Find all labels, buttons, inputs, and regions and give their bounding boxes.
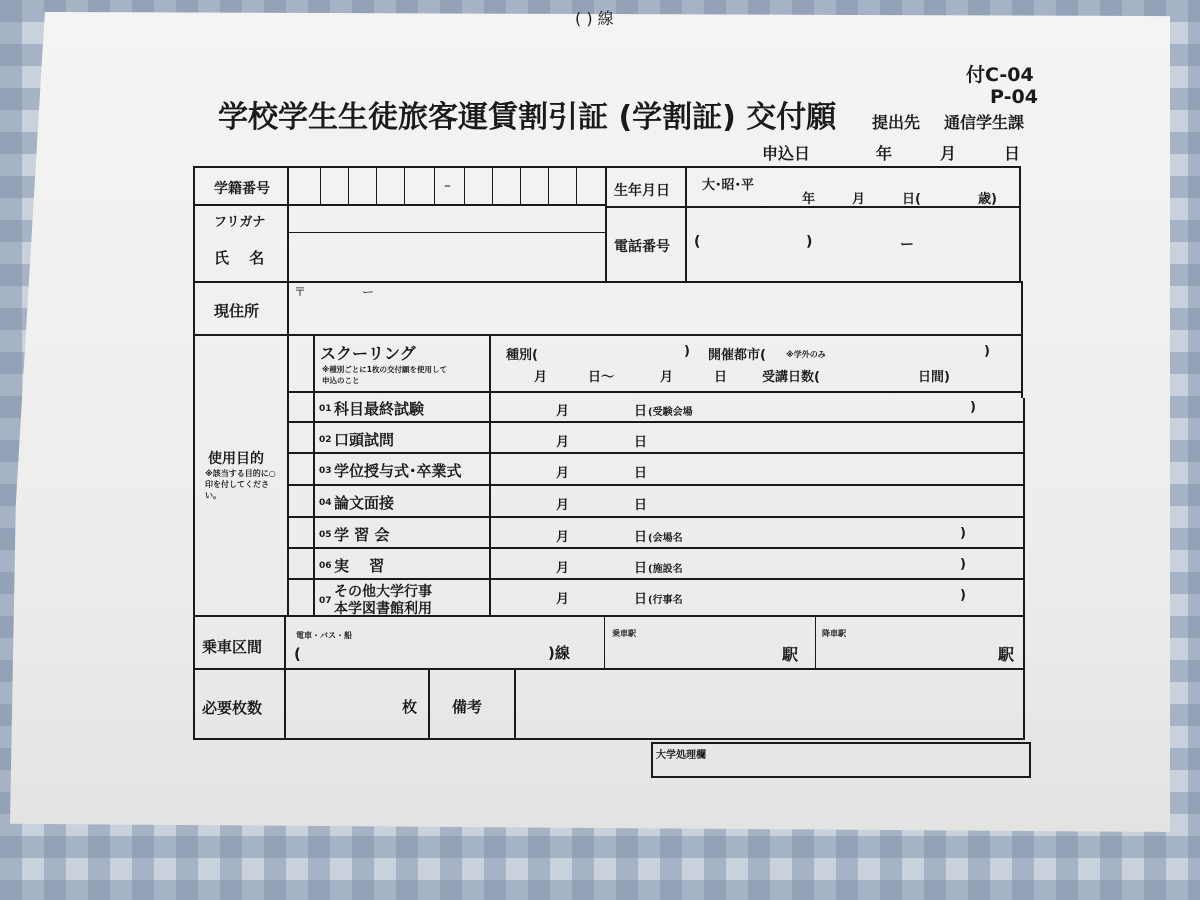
top-cut-text: ( ) 線 [575,9,614,28]
item-month: 月 [556,498,570,513]
board-station-suffix: 駅 [782,645,799,664]
frame-bottom [193,738,1025,740]
schooling-from-month: 月 [534,370,548,385]
item-num: 02 [319,435,332,445]
alight-station-suffix: 駅 [998,645,1015,664]
item-month: 月 [556,530,570,545]
col-purpose-label [489,335,491,615]
item-label: 科目最終試験 [334,400,425,418]
sn-box-1 [320,166,321,204]
item-label: 学位授与式･卒業式 [334,462,462,480]
item-day: 日 [634,530,648,545]
schooling-city-close: ) [984,344,990,359]
phone-close: ) [806,234,813,250]
item-label: その他大学行事 [334,584,432,600]
rule-furigana [289,232,607,233]
schooling-to-day: 日 [714,370,728,385]
student-no-dash: – [444,178,451,194]
sn-box-5 [434,166,435,204]
date-label: 申込日 [762,144,811,163]
frame-right [1019,166,1021,282]
item-num: 01 [319,404,332,414]
col-label-2 [284,615,286,740]
item-extra: (受験会場 [648,407,693,418]
form-title: 学校学生生徒旅客運賃割引証 (学割証) 交付願 [218,100,837,135]
sn-box-4 [404,166,405,204]
item-month: 月 [556,435,570,450]
item-num: 03 [319,466,332,476]
item-num: 06 [319,561,332,571]
sn-box-6 [464,166,465,204]
address-label: 現住所 [214,302,260,320]
schooling-note-2: 申込のこと [322,376,360,385]
rule-purpose [193,334,1023,336]
item-close: ) [960,588,966,603]
col-mid [605,166,607,281]
remarks-label: 備考 [452,698,483,716]
item-label-2: 本学図書館利用 [334,601,432,617]
phone-label: 電話番号 [614,239,670,255]
item-day: 日 [634,404,648,419]
item-day: 日 [634,561,648,576]
schooling-from-day: 日〜 [588,370,615,385]
col-ride-1 [604,615,605,668]
col-purpose-inner [313,335,315,615]
birth-day: 日( [902,192,921,207]
form-code-1: 付C-04 [966,64,1034,86]
birth-label: 生年月日 [614,183,670,199]
phone-open: ( [694,234,701,250]
birth-era: 大･昭･平 [702,178,755,193]
office-box [651,742,1031,778]
rule-item5 [289,547,1024,549]
sn-box-10 [576,166,577,204]
rule-ride [193,615,1025,617]
item-month: 月 [556,404,570,419]
schooling-type-label: 種別( [506,348,538,363]
item-close: ) [970,400,976,415]
date-day: 日 [1004,144,1021,163]
item-day: 日 [634,466,648,481]
sn-box-7 [492,166,493,204]
item-label: 口頭試問 [334,431,395,449]
alight-station-note: 降車駅 [822,629,846,638]
item-label: 学 習 会 [334,526,390,544]
rule-address [193,281,1023,283]
rule-copies [193,668,1025,670]
frame-right-3 [1023,398,1025,740]
date-month: 月 [940,144,957,163]
submit-to-label: 提出先 [872,113,921,132]
sn-box-2 [348,166,349,204]
name-label: 氏 名 [214,249,265,267]
phone-dash: ー [900,237,914,253]
rule-schooling [289,391,1023,393]
furigana-label: フリガナ [214,215,266,230]
schooling-days-close: 日間) [918,370,950,385]
ride-line-open: ( [294,645,301,663]
sn-box-8 [520,166,521,204]
date-year: 年 [876,144,893,163]
submit-to-value: 通信学生課 [944,113,1025,132]
rule-item2 [289,452,1024,454]
student-no-label: 学籍番号 [214,181,270,197]
item-month: 月 [556,592,570,607]
item-day: 日 [634,498,648,513]
schooling-city-label: 開催都市( [708,348,766,363]
item-num: 07 [319,596,332,606]
sn-box-3 [376,166,377,204]
schooling-type-close: ) [684,344,690,359]
item-num: 05 [319,530,332,540]
copies-suffix: 枚 [402,698,418,716]
rule-item1 [289,421,1024,423]
form-code-2: P-04 [990,86,1038,108]
item-label: 論文面接 [334,494,395,512]
item-extra: (行事名 [648,595,683,606]
rule-studentno [193,204,607,206]
col-ride-2 [815,615,816,668]
schooling-city-note: ※学外のみ [786,350,826,359]
rule-item4 [289,516,1024,518]
board-station-note: 乗車駅 [612,629,636,638]
item-num: 04 [319,498,332,508]
schooling-title: スクーリング [320,344,416,363]
birth-year: 年 [802,192,816,207]
item-day: 日 [634,435,648,450]
col-label [287,166,289,615]
zip-dash: ー [362,285,375,299]
col-copies-1 [428,668,430,740]
col-birth [685,166,687,281]
copies-label: 必要枚数 [202,699,263,717]
rule-item6 [289,578,1024,580]
frame-right-2 [1021,282,1023,398]
office-label: 大学処理欄 [656,750,706,761]
item-close: ) [960,526,966,541]
schooling-days-label: 受講日数( [762,370,820,385]
col-copies-2 [514,668,516,740]
purpose-note: ※該当する目的に○印を付してください。 [205,469,276,500]
item-extra: (施設名 [648,564,683,575]
schooling-note-1: ※種別ごとに1枚の交付願を使用して [322,365,448,374]
schooling-to-month: 月 [660,370,674,385]
item-extra: (会場名 [648,533,683,544]
item-close: ) [960,557,966,572]
zip-mark: 〒 [294,285,307,299]
purpose-label: 使用目的 [208,451,264,467]
frame-left [193,166,195,740]
birth-month: 月 [852,192,866,207]
sn-box-9 [548,166,549,204]
item-month: 月 [556,561,570,576]
ride-line-close: )線 [548,644,570,662]
ride-line-note: 電車・バス・船 [296,631,352,640]
frame-top [193,166,1021,168]
rule-item3 [289,484,1024,486]
item-month: 月 [556,466,570,481]
item-label: 実 習 [334,557,385,575]
item-day: 日 [634,592,648,607]
birth-age: 歳) [978,192,997,207]
ride-label: 乗車区間 [202,638,263,656]
